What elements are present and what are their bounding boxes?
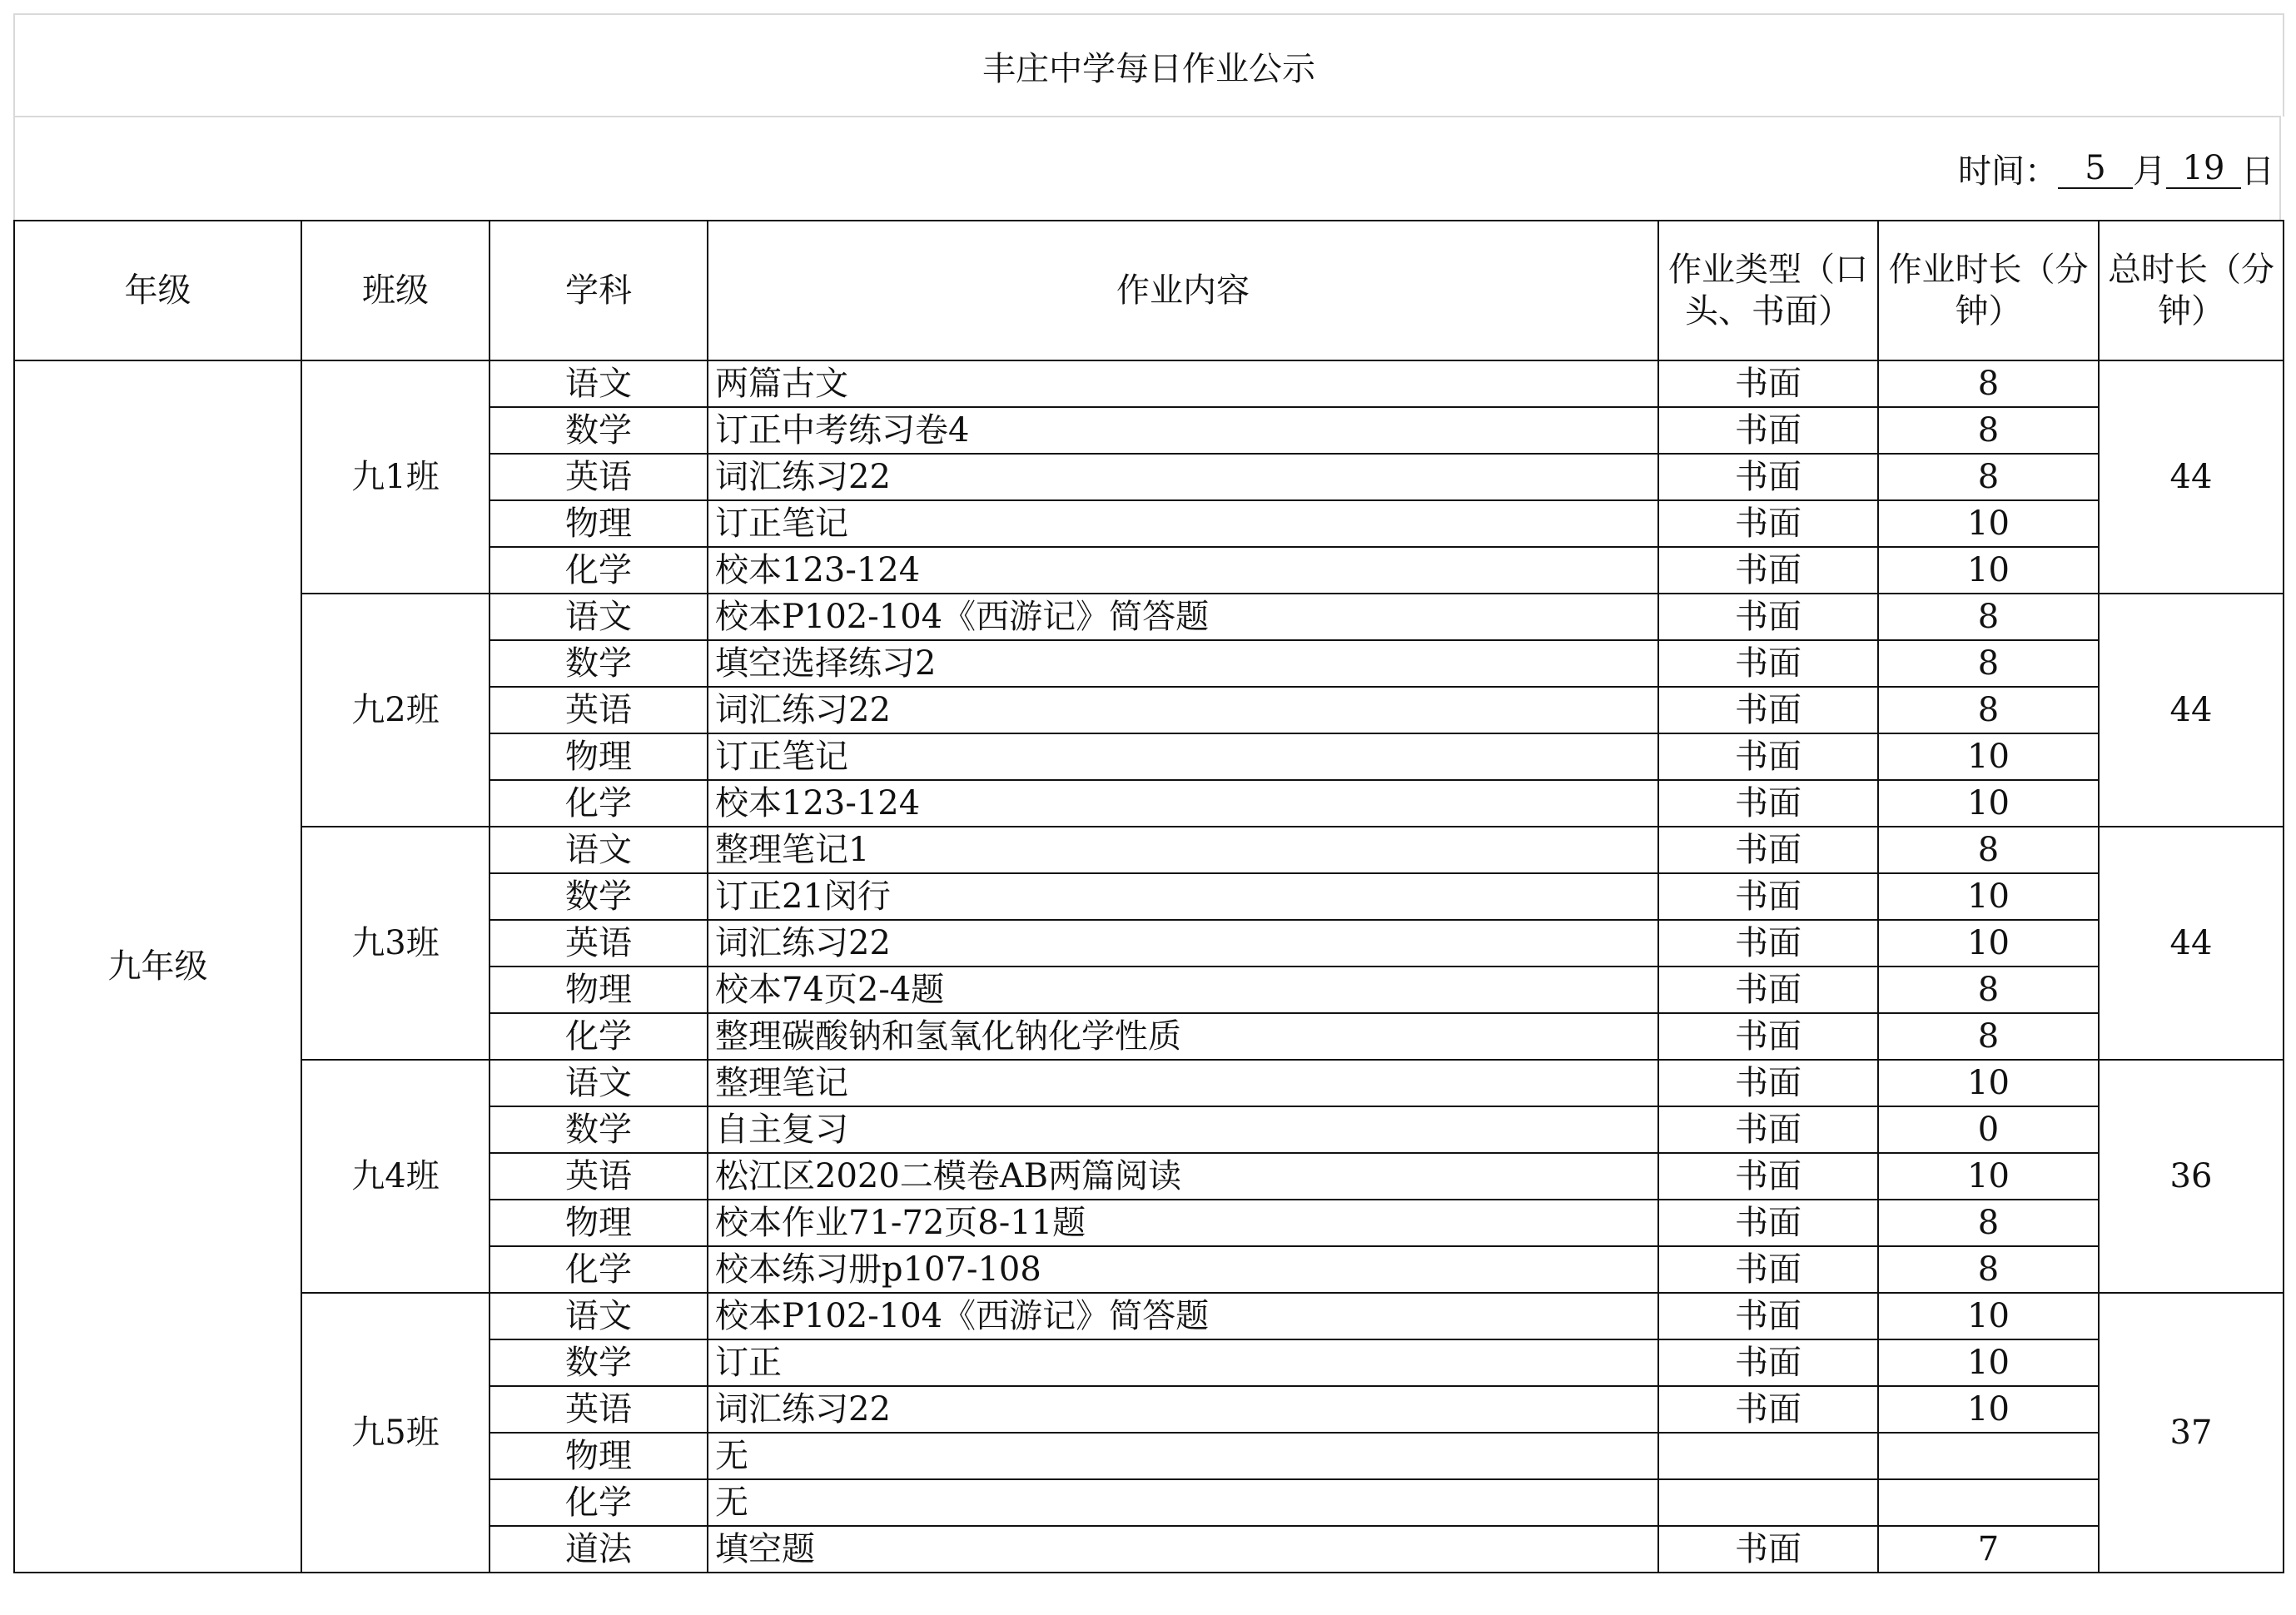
- content-cell: 订正笔记: [708, 733, 1658, 780]
- type-cell: 书面: [1658, 1526, 1878, 1573]
- type-cell: 书面: [1658, 687, 1878, 733]
- homework-sheet: [13, 13, 2283, 1602]
- header-class: 班级: [301, 221, 490, 360]
- table-body: [14, 360, 2284, 1573]
- date-line: [13, 116, 2281, 220]
- content-cell: 订正中考练习卷4: [708, 407, 1658, 454]
- subject-cell: 化学: [490, 1246, 708, 1293]
- type-cell: 书面: [1658, 780, 1878, 827]
- class-cell: 九2班: [301, 594, 490, 827]
- content-cell: 校本练习册p107-108: [708, 1246, 1658, 1293]
- content-cell: 填空题: [708, 1526, 1658, 1573]
- minutes-cell: 8: [1878, 594, 2099, 640]
- date-day: 19: [2166, 149, 2241, 189]
- type-cell: 书面: [1658, 1293, 1878, 1339]
- content-cell: 订正: [708, 1339, 1658, 1386]
- type-cell: 书面: [1658, 967, 1878, 1013]
- grade-cell: 九年级: [14, 360, 301, 1573]
- class-cell: 九1班: [301, 360, 490, 594]
- total-minutes-cell: 44: [2099, 827, 2284, 1060]
- type-cell: 书面: [1658, 1060, 1878, 1106]
- minutes-cell: 10: [1878, 500, 2099, 547]
- minutes-cell: 8: [1878, 687, 2099, 733]
- minutes-cell: 7: [1878, 1526, 2099, 1573]
- subject-cell: 数学: [490, 1339, 708, 1386]
- subject-cell: 化学: [490, 1013, 708, 1060]
- sheet-title: 丰庄中学每日作业公示: [13, 13, 2284, 117]
- content-cell: 无: [708, 1433, 1658, 1479]
- type-cell: [1658, 1479, 1878, 1526]
- type-cell: 书面: [1658, 920, 1878, 967]
- date-month: 5: [2058, 149, 2133, 189]
- minutes-cell: 10: [1878, 1339, 2099, 1386]
- type-cell: 书面: [1658, 1246, 1878, 1293]
- minutes-cell: 8: [1878, 407, 2099, 454]
- minutes-cell: 10: [1878, 1153, 2099, 1200]
- minutes-cell: 10: [1878, 780, 2099, 827]
- type-cell: 书面: [1658, 547, 1878, 594]
- minutes-cell: 10: [1878, 1060, 2099, 1106]
- type-cell: 书面: [1658, 1386, 1878, 1433]
- minutes-cell: 10: [1878, 1293, 2099, 1339]
- class-cell: 九5班: [301, 1293, 490, 1573]
- header-row: [14, 221, 2284, 360]
- content-cell: 校本123-124: [708, 780, 1658, 827]
- subject-cell: 物理: [490, 1433, 708, 1479]
- content-cell: 校本74页2-4题: [708, 967, 1658, 1013]
- total-minutes-cell: 37: [2099, 1293, 2284, 1573]
- content-cell: 校本123-124: [708, 547, 1658, 594]
- type-cell: 书面: [1658, 454, 1878, 500]
- type-cell: 书面: [1658, 407, 1878, 454]
- content-cell: 订正笔记: [708, 500, 1658, 547]
- minutes-cell: 8: [1878, 1013, 2099, 1060]
- subject-cell: 化学: [490, 547, 708, 594]
- type-cell: 书面: [1658, 1200, 1878, 1246]
- header-type: 作业类型（口头、书面）: [1658, 221, 1878, 360]
- minutes-cell: 10: [1878, 733, 2099, 780]
- subject-cell: 语文: [490, 1060, 708, 1106]
- subject-cell: 物理: [490, 733, 708, 780]
- header-duration: 作业时长（分钟）: [1878, 221, 2099, 360]
- subject-cell: 英语: [490, 1386, 708, 1433]
- total-minutes-cell: 36: [2099, 1060, 2284, 1293]
- homework-table: [13, 220, 2284, 1573]
- minutes-cell: 10: [1878, 873, 2099, 920]
- content-cell: 词汇练习22: [708, 1386, 1658, 1433]
- table-row: [14, 1293, 2284, 1339]
- subject-cell: 英语: [490, 920, 708, 967]
- type-cell: 书面: [1658, 594, 1878, 640]
- class-cell: 九4班: [301, 1060, 490, 1293]
- table-row: [14, 1060, 2284, 1106]
- content-cell: 整理笔记1: [708, 827, 1658, 873]
- subject-cell: 英语: [490, 1153, 708, 1200]
- type-cell: 书面: [1658, 360, 1878, 407]
- subject-cell: 物理: [490, 967, 708, 1013]
- content-cell: 词汇练习22: [708, 454, 1658, 500]
- subject-cell: 语文: [490, 360, 708, 407]
- type-cell: 书面: [1658, 827, 1878, 873]
- subject-cell: 物理: [490, 1200, 708, 1246]
- subject-cell: 英语: [490, 454, 708, 500]
- content-cell: 词汇练习22: [708, 920, 1658, 967]
- date-day-unit: 日: [2241, 152, 2274, 191]
- minutes-cell: 8: [1878, 640, 2099, 687]
- content-cell: 整理碳酸钠和氢氧化钠化学性质: [708, 1013, 1658, 1060]
- minutes-cell: 0: [1878, 1106, 2099, 1153]
- minutes-cell: 10: [1878, 1386, 2099, 1433]
- type-cell: 书面: [1658, 500, 1878, 547]
- subject-cell: 化学: [490, 780, 708, 827]
- header-subject: 学科: [490, 221, 708, 360]
- total-minutes-cell: 44: [2099, 594, 2284, 827]
- content-cell: 自主复习: [708, 1106, 1658, 1153]
- subject-cell: 语文: [490, 1293, 708, 1339]
- minutes-cell: 10: [1878, 920, 2099, 967]
- table-row: [14, 827, 2284, 873]
- content-cell: 整理笔记: [708, 1060, 1658, 1106]
- subject-cell: 化学: [490, 1479, 708, 1526]
- content-cell: 校本作业71-72页8-11题: [708, 1200, 1658, 1246]
- subject-cell: 数学: [490, 407, 708, 454]
- minutes-cell: 8: [1878, 1200, 2099, 1246]
- class-cell: 九3班: [301, 827, 490, 1060]
- minutes-cell: [1878, 1433, 2099, 1479]
- date-month-unit: 月: [2133, 152, 2166, 191]
- content-cell: 词汇练习22: [708, 687, 1658, 733]
- content-cell: 订正21闵行: [708, 873, 1658, 920]
- type-cell: 书面: [1658, 1106, 1878, 1153]
- subject-cell: 语文: [490, 594, 708, 640]
- content-cell: 填空选择练习2: [708, 640, 1658, 687]
- type-cell: 书面: [1658, 640, 1878, 687]
- minutes-cell: 8: [1878, 967, 2099, 1013]
- header-total: 总时长（分钟）: [2099, 221, 2284, 360]
- content-cell: 两篇古文: [708, 360, 1658, 407]
- minutes-cell: [1878, 1479, 2099, 1526]
- subject-cell: 数学: [490, 873, 708, 920]
- table-row: [14, 360, 2284, 407]
- subject-cell: 英语: [490, 687, 708, 733]
- total-minutes-cell: 44: [2099, 360, 2284, 594]
- content-cell: 校本P102-104《西游记》简答题: [708, 594, 1658, 640]
- type-cell: 书面: [1658, 733, 1878, 780]
- subject-cell: 语文: [490, 827, 708, 873]
- subject-cell: 道法: [490, 1526, 708, 1573]
- minutes-cell: 8: [1878, 454, 2099, 500]
- type-cell: 书面: [1658, 873, 1878, 920]
- subject-cell: 物理: [490, 500, 708, 547]
- minutes-cell: 10: [1878, 547, 2099, 594]
- header-content: 作业内容: [708, 221, 1658, 360]
- subject-cell: 数学: [490, 640, 708, 687]
- type-cell: 书面: [1658, 1013, 1878, 1060]
- content-cell: 无: [708, 1479, 1658, 1526]
- content-cell: 松江区2020二模卷AB两篇阅读: [708, 1153, 1658, 1200]
- type-cell: 书面: [1658, 1153, 1878, 1200]
- minutes-cell: 8: [1878, 360, 2099, 407]
- header-grade: 年级: [14, 221, 301, 360]
- minutes-cell: 8: [1878, 1246, 2099, 1293]
- table-row: [14, 594, 2284, 640]
- minutes-cell: 8: [1878, 827, 2099, 873]
- type-cell: [1658, 1433, 1878, 1479]
- subject-cell: 数学: [490, 1106, 708, 1153]
- type-cell: 书面: [1658, 1339, 1878, 1386]
- content-cell: 校本P102-104《西游记》简答题: [708, 1293, 1658, 1339]
- date-prefix: 时间：: [1958, 152, 2058, 191]
